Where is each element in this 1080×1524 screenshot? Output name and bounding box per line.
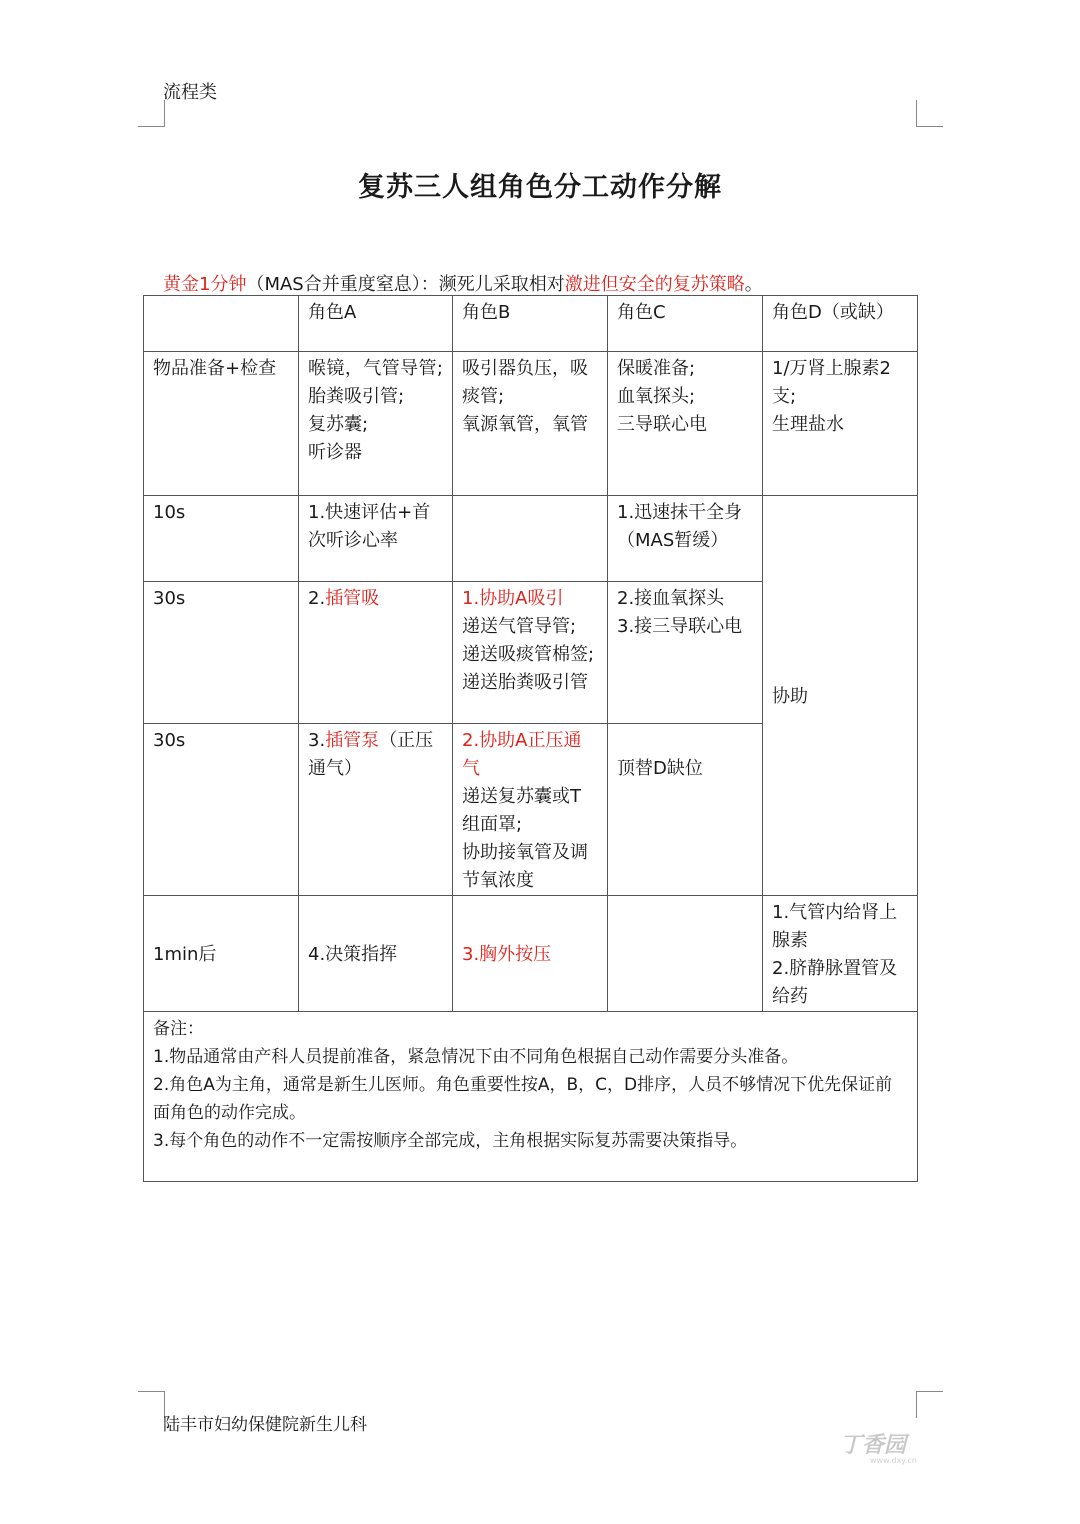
- table-row-prep: [144, 352, 918, 496]
- note-item: 3.每个角色的动作不一定需按顺序全部完成，主角根据实际复苏需要决策指导。: [153, 1131, 748, 1151]
- table-row-10s: [144, 496, 918, 582]
- subtitle-highlight-golden-minute: 黄金1分钟: [163, 274, 247, 295]
- cell-line: 递送胎粪吸引管: [462, 672, 588, 693]
- cell-number: 3.: [308, 730, 326, 751]
- subtitle-text: （MAS合并重度窒息）：濒死儿采取相对: [246, 274, 565, 295]
- cell-30s-b-b: [453, 724, 608, 896]
- row-label-10s: 10s: [144, 496, 299, 582]
- cell-1min-b: 3.胸外按压: [453, 896, 608, 1012]
- header-cell-role-a: 角色A: [299, 296, 453, 352]
- cell-line: 听诊器: [308, 442, 362, 463]
- cell-role-d-assist: 协助: [763, 496, 918, 896]
- cell-highlight: 1.协助A吸引: [462, 588, 564, 609]
- cell-line: 2.接血氧探头: [617, 588, 725, 609]
- cell-30s-b-a: [299, 724, 453, 896]
- notes-heading: 备注：: [153, 1019, 204, 1039]
- note-item: 1.物品通常由产科人员提前准备，紧急情况下由不同角色根据自己动作需要分头准备。: [153, 1047, 799, 1067]
- table-row-1min: [144, 896, 918, 1012]
- table-row-notes: [144, 1012, 918, 1182]
- table-header-row: [144, 296, 918, 352]
- cell-10s-b: [453, 496, 608, 582]
- cell-prep-d: [763, 352, 918, 496]
- header-cell-blank: [144, 296, 299, 352]
- notes-cell: [144, 1012, 918, 1182]
- cell-prep-b: [453, 352, 608, 496]
- page-title: 复苏三人组角色分工动作分解: [358, 172, 722, 203]
- crop-mark-top-right: [916, 100, 943, 127]
- subtitle-end: 。: [744, 274, 763, 295]
- header-category: 流程类: [163, 82, 217, 103]
- role-table: [143, 295, 918, 1182]
- cell-1min-c: [608, 896, 763, 1012]
- cell-line: 生理盐水: [772, 414, 844, 435]
- note-item: 2.角色A为主角，通常是新生儿医师。角色重要性按A，B，C，D排序，人员不够情况下优先保证前面角色的动作完成。: [153, 1075, 893, 1123]
- cell-prep-c: [608, 352, 763, 496]
- cell-30s-b-c: 顶替D缺位: [608, 724, 763, 896]
- cell-line: 协助接氧管及调节氧浓度: [462, 842, 588, 891]
- cell-line: 递送吸痰管棉签;: [462, 644, 595, 665]
- cell-prep-a: [299, 352, 453, 496]
- watermark-brand: 丁香园: [840, 1433, 907, 1458]
- row-label-30s-b: 30s: [144, 724, 299, 896]
- cell-text: （正压通气）: [308, 730, 434, 779]
- cell-1min-a: 4.决策指挥: [299, 896, 453, 1012]
- cell-line: 复苏囊;: [308, 414, 369, 435]
- cell-line: 保暖准备;: [617, 358, 696, 379]
- watermark-logo: [840, 1428, 906, 1459]
- cell-line: 递送气管导管;: [462, 616, 577, 637]
- cell-highlight: 插管泵: [325, 730, 380, 751]
- cell-1min-d: [763, 896, 918, 1012]
- cell-10s-c: 1.迅速抹干全身（MAS暂缓）: [608, 496, 763, 582]
- header-cell-role-d: 角色D（或缺）: [763, 296, 918, 352]
- cell-line: 1.气管内给肾上腺素: [772, 902, 898, 951]
- cell-30s-a-b: [453, 582, 608, 724]
- cell-line: 氧源氧管，氧管: [462, 414, 588, 435]
- header-cell-role-c: 角色C: [608, 296, 763, 352]
- cell-line: 胎粪吸引管;: [308, 386, 405, 407]
- footer-institution: 陆丰市妇幼保健院新生儿科: [163, 1415, 367, 1435]
- cell-30s-a-c: [608, 582, 763, 724]
- cell-highlight: 2.协助A正压通气: [462, 730, 582, 779]
- row-label-1min: 1min后: [144, 896, 299, 1012]
- cell-line: 3.接三导联心电: [617, 616, 743, 637]
- cell-line: 2.脐静脉置管及给药: [772, 958, 898, 1007]
- crop-mark-bottom-left: [138, 1391, 165, 1418]
- watermark-domain: www.dxy.cn: [870, 1456, 917, 1465]
- cell-30s-a-a: [299, 582, 453, 724]
- cell-10s-a: 1.快速评估+首次听诊心率: [299, 496, 453, 582]
- subtitle: [163, 270, 763, 296]
- cell-line: 三导联心电: [617, 414, 707, 435]
- cell-line: 递送复苏囊或T组面罩;: [462, 786, 581, 835]
- crop-mark-top-left: [138, 100, 165, 127]
- row-label-prep: 物品准备+检查: [144, 352, 299, 496]
- crop-mark-bottom-right: [916, 1391, 943, 1418]
- cell-line: 吸引器负压，吸痰管;: [462, 358, 588, 407]
- row-label-30s-a: 30s: [144, 582, 299, 724]
- subtitle-highlight-strategy: 激进但安全的复苏策略: [564, 274, 745, 295]
- cell-highlight: 插管吸: [325, 588, 380, 609]
- cell-line: 血氧探头;: [617, 386, 696, 407]
- cell-number: 2.: [308, 588, 326, 609]
- cell-line: 喉镜，气管导管;: [308, 358, 443, 379]
- header-cell-role-b: 角色B: [453, 296, 608, 352]
- cell-line: 1/万肾上腺素2支;: [772, 358, 891, 407]
